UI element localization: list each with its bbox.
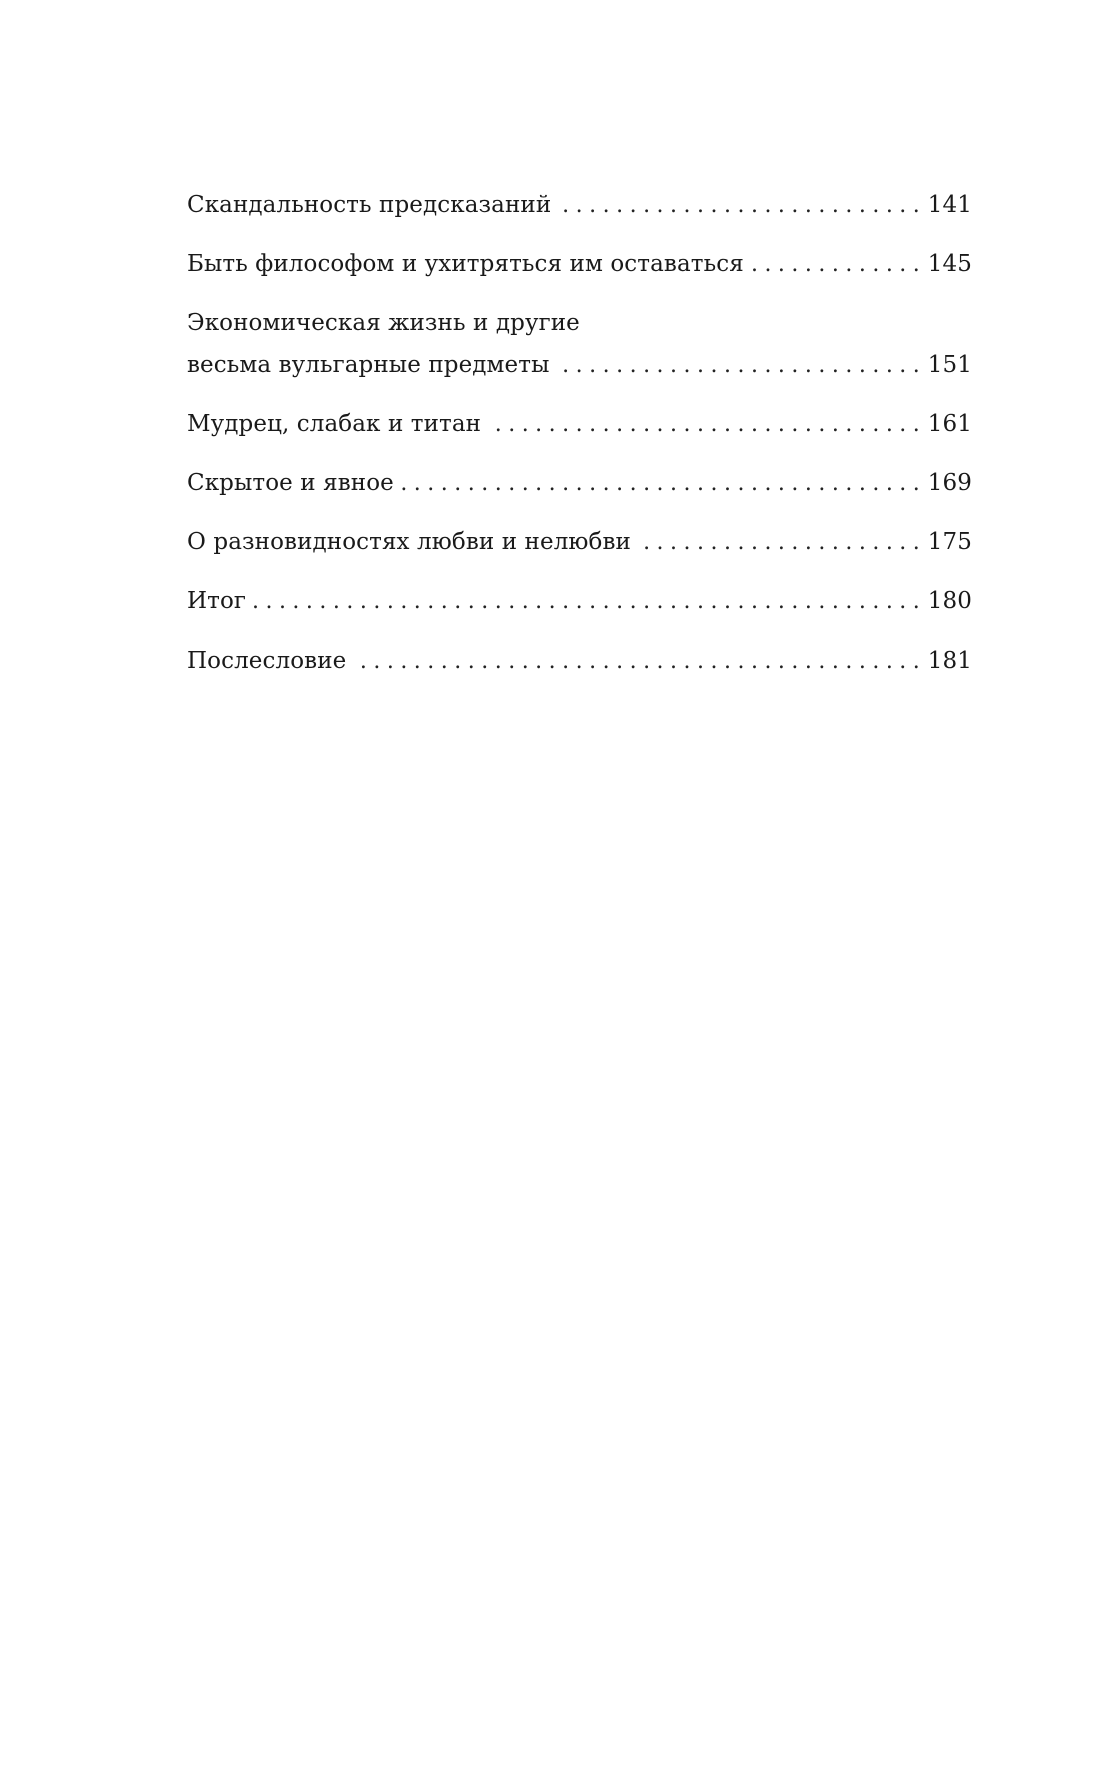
dot-leader [752,244,920,286]
toc-entry-page: 141 [927,192,972,218]
toc-entry-page: 151 [927,352,972,378]
toc-entry-page: 145 [927,251,972,277]
dot-leader [558,345,920,387]
toc-entry-page: 161 [927,411,972,437]
toc-entry[interactable] [187,580,972,622]
dot-leader [354,641,919,683]
toc-entry-page: 181 [927,648,972,674]
toc-entry[interactable] [187,403,972,445]
toc-entry-title: Итог [187,588,247,614]
toc-entry-title-line-2: весьма вульгарные предметы [187,352,550,378]
toc-entry[interactable] [187,302,972,386]
toc-entry-title: Быть философом и ухитряться им оставаться [187,251,744,277]
dot-leader [639,522,920,564]
toc-entry-title: Скрытое и явное [187,470,394,496]
toc-entry-title: Послесловие [187,648,347,674]
toc-entry[interactable] [187,640,972,682]
toc-entry[interactable] [187,462,972,504]
toc-entry-title: Мудрец, слабак и титан [187,411,482,437]
toc-entry-page: 180 [927,588,972,614]
toc-entry-title-line-1: Экономическая жизнь и другие [187,310,580,336]
dot-leader [254,581,920,623]
dot-leader [489,404,920,446]
toc-entry-title: Скандальность предсказаний [187,192,552,218]
toc-entry[interactable] [187,184,972,226]
toc-entry[interactable] [187,243,972,285]
dot-leader [559,185,920,227]
toc-entry-page: 175 [927,529,972,555]
toc-entry-title: О разновидностях любви и нелюбви [187,529,631,555]
toc-entry[interactable] [187,521,972,563]
toc-entry-page: 169 [927,470,972,496]
dot-leader [402,463,920,505]
